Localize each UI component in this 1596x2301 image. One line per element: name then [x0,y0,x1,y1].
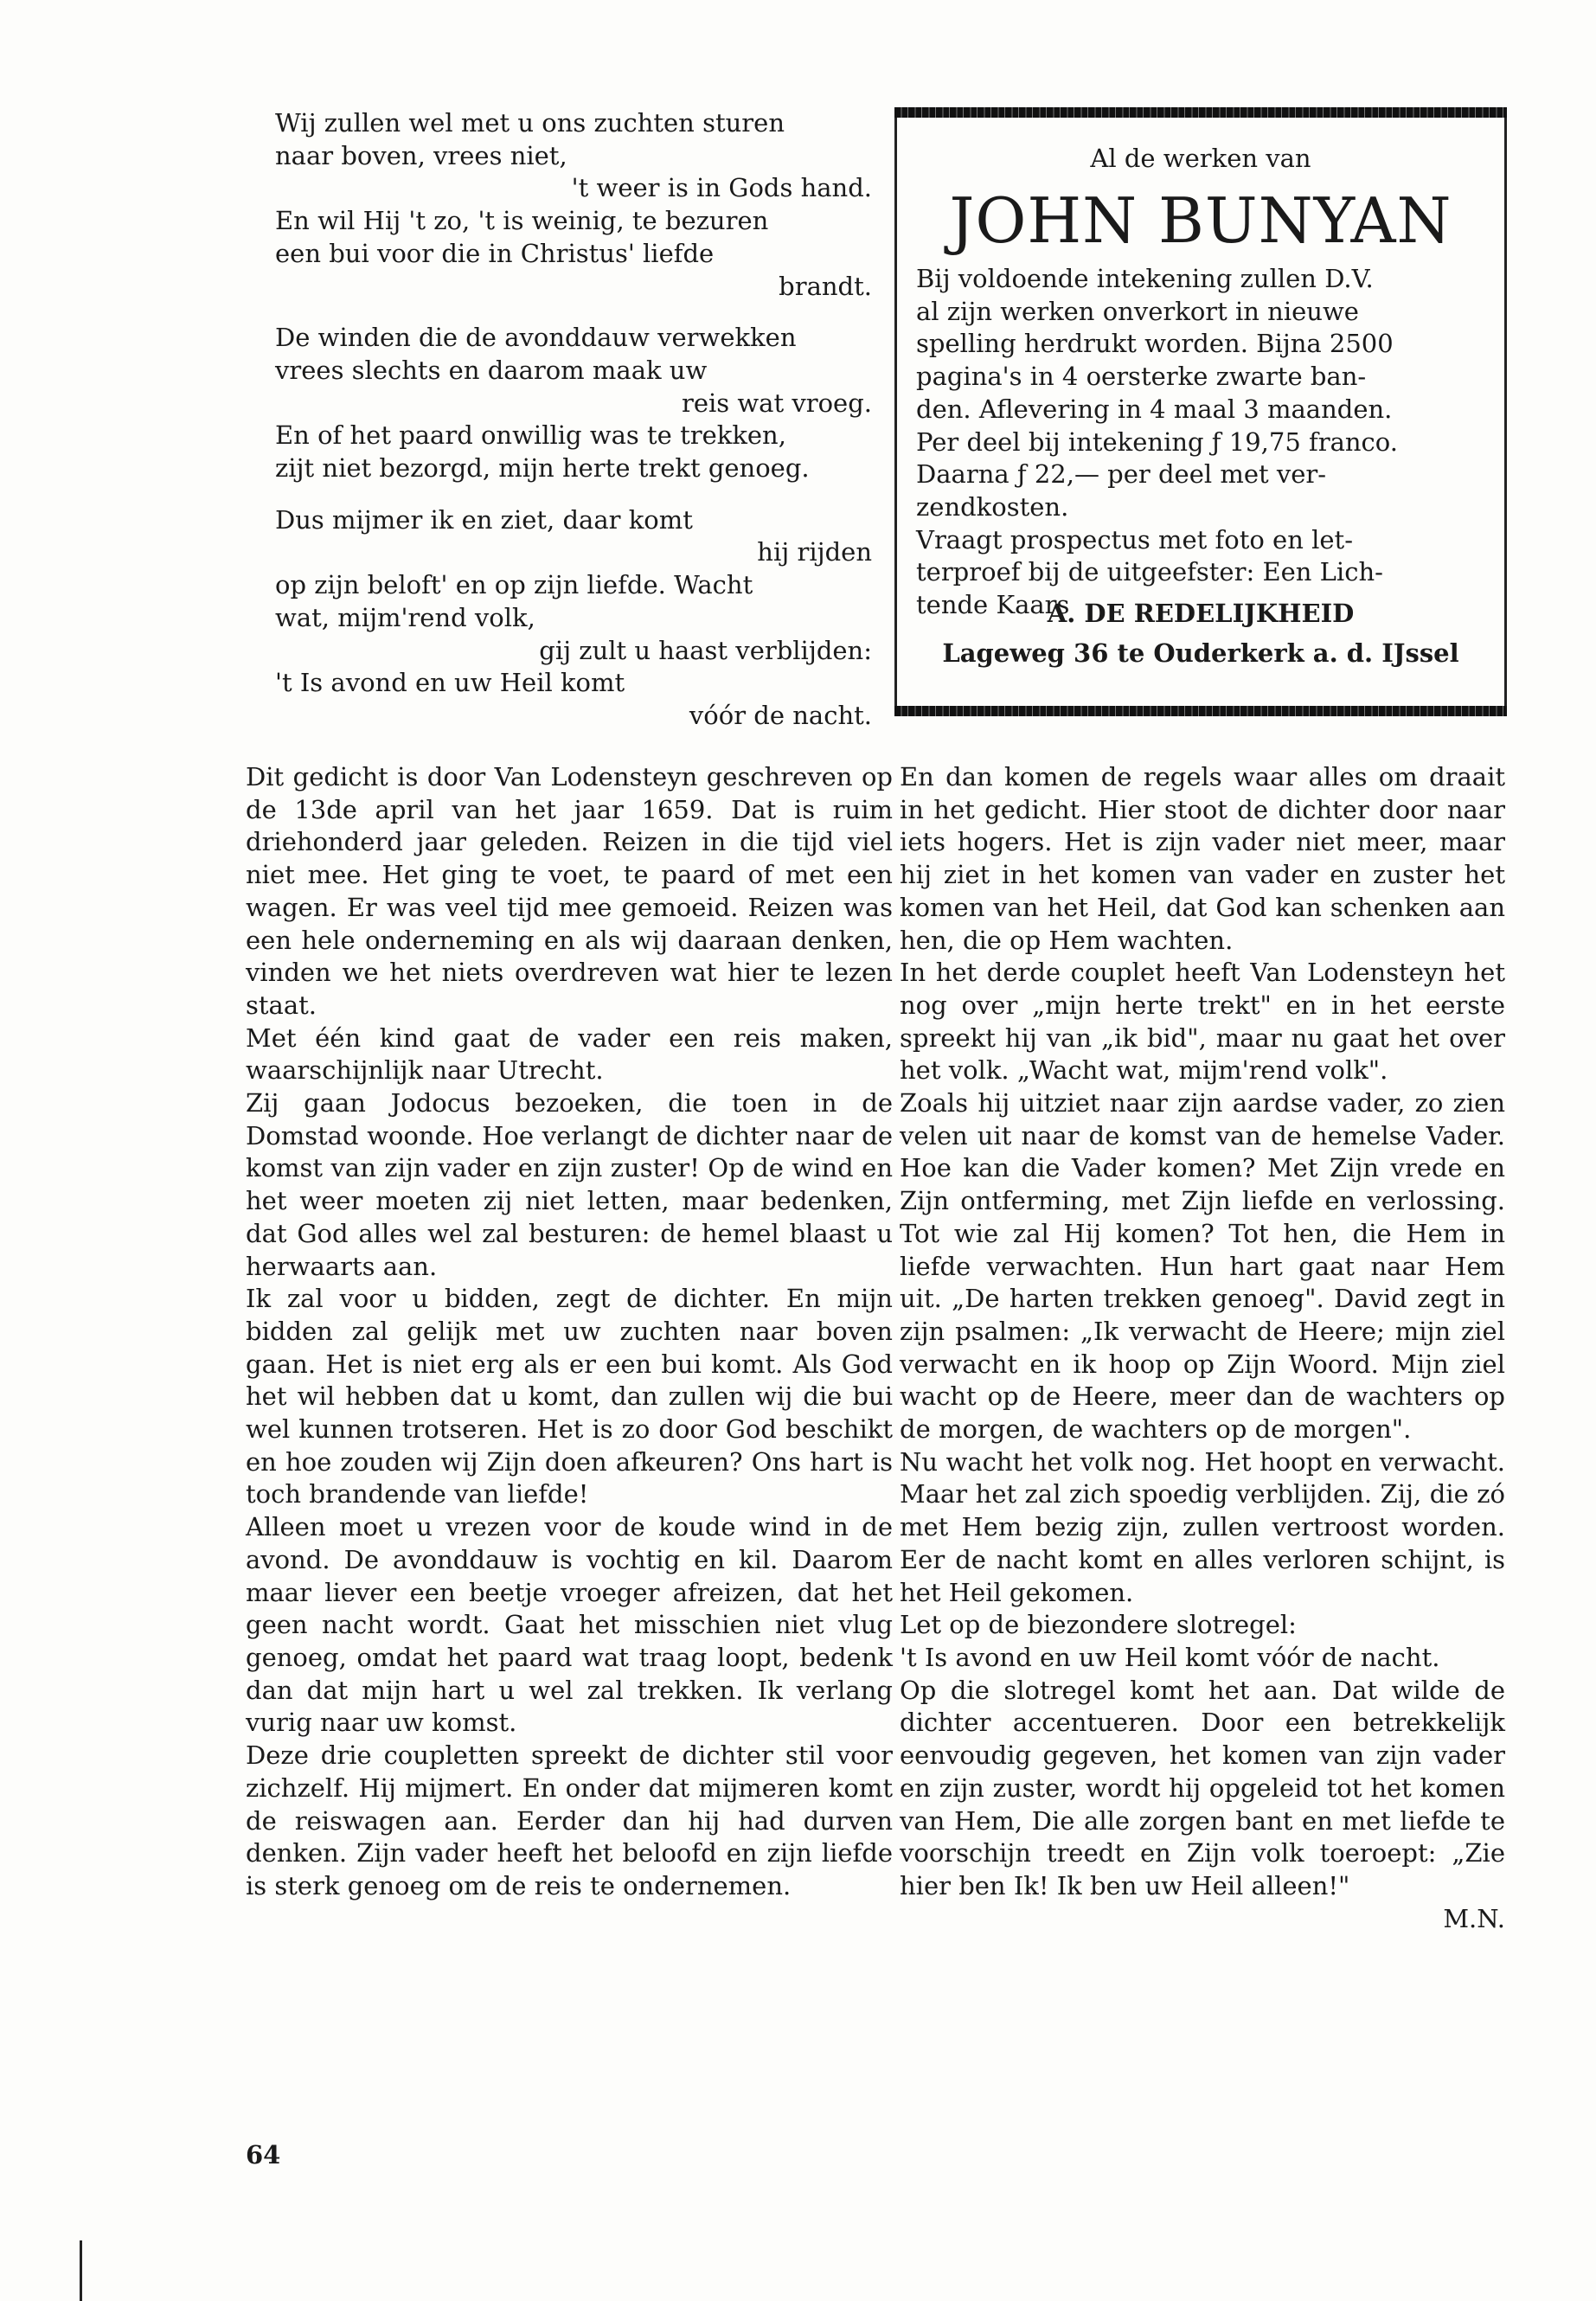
paragraph: Nu wacht het volk nog. Het hoopt en verwacht. Maar het zal zich spoedig verblijden. Zij, die zó met Hem bezig zijn, zullen vertroost worden. Eer de nacht komt en alles verloren schijnt, is het Heil gekomen. [900,1446,1505,1607]
ad-line: Vraagt prospectus met foto en let- [916,524,1353,554]
left-column-text [246,761,893,1903]
ad-line: Daarna ƒ 22,— per deel met ver- [916,459,1327,490]
paragraph: Zoals hij uitziet naar zijn aardse vader, zo zien velen uit naar de komst van de hemelse Vader. Hoe kan die Vader komen? Met Zijn vrede en Zijn ontferming, met Zijn liefde en verlossing. Tot wie zal Hij komen? Tot hen, die Hem in liefde verwachten. Hun hart gaat naar Hem uit. „De harten trekken genoeg". David zegt in zijn psalmen: „Ik verwacht de Heere; mijn ziel verwacht en ik hoop op Zijn Woord. Mijn ziel wacht op de Heere, meer dan de wachters op de morgen, de wachters op de morgen". [900,1088,1505,1445]
poem-line: 't Is avond en uw Heil komt [275,668,625,698]
poem-line: wat, mijm'rend volk, [275,602,535,632]
poem-line: vrees slechts en daarom maak uw [275,355,708,385]
paragraph: Zij gaan Jodocus bezoeken, die toen in de Domstad woonde. Hoe verlangt de dichter naar de komst van zijn vader en zijn zuster! Op de wind en het weer moeten zij niet letten, maar bedenken, dat God alles wel zal besturen: de hemel blaast u herwaarts aan. [246,1088,893,1281]
ad-publisher-block [897,593,1504,673]
poem-line: reis wat vroeg. [681,388,872,418]
signature: M.N. [1443,1903,1505,1933]
poem-line: naar boven, vrees niet, [275,140,567,170]
poem-line: Wij zullen wel met u ons zuchten sturen [275,108,785,138]
poem-line: op zijn beloft' en op zijn liefde. Wacht [275,570,753,600]
poem-stanza [275,107,881,303]
poem-line: zijt niet bezorgd, mijn herte trekt genoeg. [275,453,810,484]
advertisement-box [894,107,1507,716]
poem-line: vóór de nacht. [689,700,872,730]
poem-line: brandt. [779,271,872,301]
paragraph: Ik zal voor u bidden, zegt de dichter. En mijn bidden zal gelijk met uw zuchten naar boven gaan. Het is niet erg als er een bui komt. Als God het wil hebben dat u komt, dan zullen wij die bui wel kunnen trotseren. Het is zo door God beschikt en hoe zouden wij Zijn doen afkeuren? Ons hart is toch brandende van liefde! [246,1284,893,1509]
paragraph: Alleen moet u vrezen voor de koude wind in de avond. De avonddauw is vochtig en kil. Daarom maar liever een beetje vroeger afreizen, dat het geen nacht wordt. Gaat het misschien niet vlug genoeg, omdat het paard wat traag loopt, bedenk dan dat mijn hart u wel zal trekken. Ik verlang vurig naar uw komst. [246,1512,893,1738]
paragraph: Met één kind gaat de vader een reis maken, waarschijnlijk naar Utrecht. [246,1022,893,1086]
ad-publisher: A. DE REDELIJKHEID [1047,599,1355,628]
poem [275,107,881,752]
poem-line: 't weer is in Gods hand. [571,173,872,203]
ad-address: Lageweg 36 te Ouderkerk a. d. IJssel [942,638,1459,668]
poem-stanza [275,322,881,485]
poem-stanza [275,504,881,733]
right-column-text [900,761,1505,1935]
ad-top-border [894,107,1507,118]
ad-line: zendkosten. [916,491,1069,522]
ad-line: al zijn werken onverkort in nieuwe [916,296,1359,326]
ad-text [916,263,1485,622]
ad-line: pagina's in 4 oersterke zwarte ban- [916,362,1367,392]
ad-line: tende Kaars [916,590,1070,620]
paragraph: Deze drie coupletten spreekt de dichter stil voor zichzelf. Hij mijmert. En onder dat mijmeren komt de reiswagen aan. Eerder dan hij had durven denken. Zijn vader heeft het beloofd en zijn liefde is sterk genoeg om de reis te ondernemen. [246,1740,893,1900]
page-number: 64 [246,2140,281,2170]
poem-line: De winden die de avonddauw verwekken [275,323,797,353]
ad-line: den. Aflevering in 4 maal 3 maanden. [916,394,1393,424]
ad-line: terproef bij de uitgeefster: Een Lich- [916,557,1383,587]
ad-line: Per deel bij intekening ƒ 19,75 franco. [916,426,1398,457]
ad-title: JOHN BUNYAN [949,184,1452,257]
ad-bottom-border [894,706,1507,716]
paragraph: Dit gedicht is door Van Lodensteyn geschreven op de 13de april van het jaar 1659. Dat is ruim driehonderd jaar geleden. Reizen in die tijd viel niet mee. Het ging te voet, te paard of met een wagen. Er was veel tijd mee gemoeid. Reizen was een hele onderneming en als wij daaraan denken, vinden we het niets overdreven wat hier te lezen staat. [246,762,893,1020]
margin-line [80,2240,82,2301]
poem-line: hij rijden [757,537,872,567]
poem-line: gij zult u haast verblijden: [539,635,872,665]
paragraph: In het derde couplet heeft Van Lodensteyn het nog over „mijn herte trekt" en in het eerste spreekt hij van „ik bid", maar nu gaat het over het volk. „Wacht wat, mijm'rend volk". [900,958,1505,1086]
poem-line: Dus mijmer ik en ziet, daar komt [275,504,693,535]
paragraph: Op die slotregel komt het aan. Dat wilde de dichter accentueren. Door een betrekkelijk eenvoudig gegeven, het komen van zijn vader en zijn zuster, wordt hij opgeleid tot het komen van Hem, Die alle zorgen bant en met liefde te voorschijn treedt en Zijn volk toeroept: „Zie hier ben Ik! Ik ben uw Heil alleen!" [900,1675,1505,1900]
paragraph: Let op de biezondere slotregel: [900,1610,1297,1640]
paragraph: En dan komen de regels waar alles om draait in het gedicht. Hier stoot de dichter door naar iets hogers. Het is zijn vader niet meer, maar hij ziet in het komen van vader en zuster het komen van het Heil, dat God kan schenken aan hen, die op Hem wachten. [900,762,1505,955]
ad-line: spelling herdrukt worden. Bijna 2500 [916,329,1394,359]
paragraph: 't Is avond en uw Heil komt vóór de nacht. [900,1642,1440,1672]
poem-line: een bui voor die in Christus' liefde [275,238,715,268]
poem-line: En of het paard onwillig was te trekken, [275,420,786,451]
poem-line: En wil Hij 't zo, 't is weinig, te bezuren [275,206,769,236]
ad-line: Bij voldoende intekening zullen D.V. [916,264,1374,293]
ad-intro: Al de werken van [1090,144,1311,173]
